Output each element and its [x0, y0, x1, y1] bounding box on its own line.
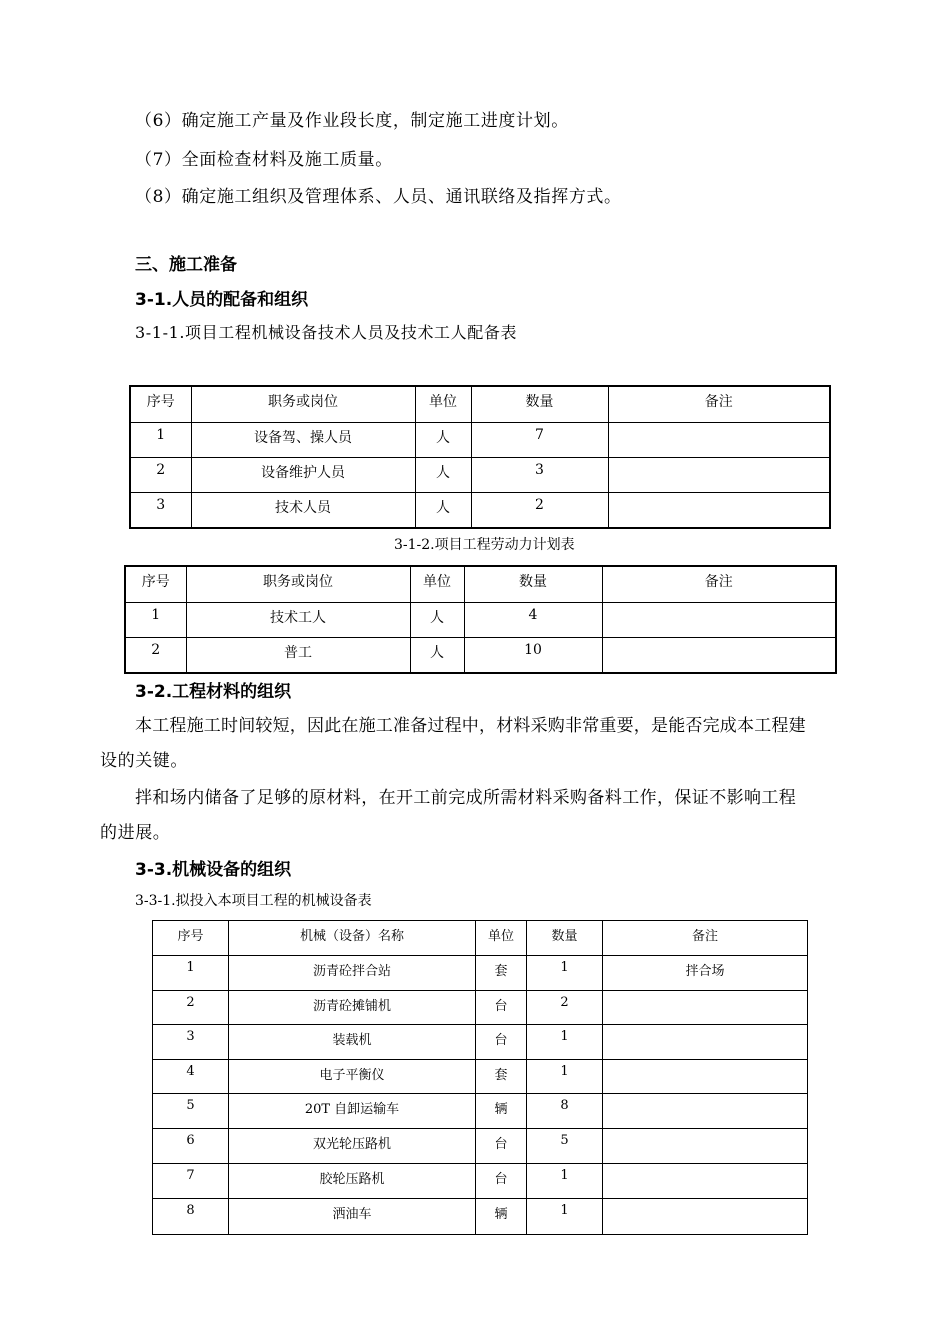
table-header-row: [125, 566, 836, 602]
section-heading-3: 三、施工准备: [135, 255, 237, 275]
table-cell: 沥青砼拌合站: [229, 956, 476, 991]
table-cell: 洒油车: [229, 1199, 476, 1235]
table-cell: 套: [476, 956, 527, 991]
list-item-7: （7）全面检查材料及施工质量。: [135, 150, 393, 170]
header-cell: 数量: [464, 566, 602, 602]
table-cell: 技术人员: [191, 492, 415, 528]
table-cell: 套: [476, 1060, 527, 1094]
list-item-8: （8）确定施工组织及管理体系、人员、通讯联络及指挥方式。: [135, 187, 622, 207]
table-cell: 台: [476, 1025, 527, 1060]
table-cell: 1: [527, 1025, 603, 1060]
table-cell: 3: [471, 457, 608, 492]
header-cell: 单位: [415, 386, 471, 422]
subsection-heading-3-2: 3-2.工程材料的组织: [135, 682, 292, 702]
header-cell: 单位: [410, 566, 464, 602]
table-cell: 人: [415, 422, 471, 457]
table-cell: 拌合场: [603, 956, 808, 991]
paragraph-materials-1a: 本工程施工时间较短，因此在施工准备过程中，材料采购非常重要，是能否完成本工程建: [135, 716, 806, 736]
table-cell: 8: [153, 1199, 229, 1235]
paragraph-materials-2a: 拌和场内储备了足够的原材料，在开工前完成所需材料采购备料工作，保证不影响工程: [135, 788, 797, 808]
table-row: [153, 956, 808, 991]
subsection-heading-3-3: 3-3.机械设备的组织: [135, 860, 292, 880]
header-cell: 职务或岗位: [191, 386, 415, 422]
table-cell: 2: [527, 991, 603, 1025]
paragraph-materials-2b: 的进展。: [100, 823, 171, 843]
table-cell: [603, 1129, 808, 1164]
personnel-table: [129, 385, 831, 529]
table-cell: 6: [153, 1129, 229, 1164]
table-row: [153, 1094, 808, 1129]
table-cell: [603, 1164, 808, 1199]
equipment-table: [152, 920, 808, 1235]
table-cell: 5: [153, 1094, 229, 1129]
table-cell: [602, 637, 836, 673]
table-cell: 人: [410, 602, 464, 637]
table-cell: 2: [153, 991, 229, 1025]
table-cell: [603, 1094, 808, 1129]
table-cell: 1: [125, 602, 186, 637]
header-cell: 备注: [608, 386, 830, 422]
table-cell: 电子平衡仪: [229, 1060, 476, 1094]
table-caption-3-3-1: 3-3-1.拟投入本项目工程的机械设备表: [135, 893, 372, 909]
table-cell: 5: [527, 1129, 603, 1164]
table-cell: 人: [410, 637, 464, 673]
table-cell: 1: [527, 1164, 603, 1199]
table-cell: 8: [527, 1094, 603, 1129]
header-cell: 单位: [476, 921, 527, 956]
list-item-6: （6）确定施工产量及作业段长度，制定施工进度计划。: [135, 111, 569, 131]
labor-plan-table: [124, 565, 837, 674]
table-row: [130, 492, 830, 528]
table-row: [125, 602, 836, 637]
header-cell: 数量: [471, 386, 608, 422]
table-cell: 人: [415, 457, 471, 492]
table-cell: [608, 457, 830, 492]
table-cell: [603, 991, 808, 1025]
table-cell: [608, 422, 830, 457]
table-cell: 双光轮压路机: [229, 1129, 476, 1164]
table-cell: [603, 1025, 808, 1060]
header-cell: 备注: [602, 566, 836, 602]
header-cell: 职务或岗位: [186, 566, 410, 602]
table-cell: 设备维护人员: [191, 457, 415, 492]
table-cell: 4: [464, 602, 602, 637]
table-cell: 设备驾、操人员: [191, 422, 415, 457]
table-row: [153, 1025, 808, 1060]
table-cell: 2: [130, 457, 191, 492]
table-cell: 7: [471, 422, 608, 457]
table-cell: 4: [153, 1060, 229, 1094]
table-cell: [603, 1199, 808, 1235]
subsection-heading-3-1: 3-1.人员的配备和组织: [135, 290, 309, 310]
table-cell: 3: [153, 1025, 229, 1060]
table-row: [153, 1129, 808, 1164]
table-cell: 1: [527, 1060, 603, 1094]
header-cell: 序号: [125, 566, 186, 602]
table-cell: 台: [476, 991, 527, 1025]
table-row: [130, 422, 830, 457]
table-cell: 7: [153, 1164, 229, 1199]
table-row: [153, 1164, 808, 1199]
header-cell: 序号: [153, 921, 229, 956]
paragraph-materials-1b: 设的关键。: [100, 751, 188, 771]
table-cell: 辆: [476, 1094, 527, 1129]
table-cell: [608, 492, 830, 528]
table-cell: 10: [464, 637, 602, 673]
table-cell: 1: [130, 422, 191, 457]
table-cell: 台: [476, 1164, 527, 1199]
table-cell: 辆: [476, 1199, 527, 1235]
table-cell: 2: [125, 637, 186, 673]
header-cell: 序号: [130, 386, 191, 422]
table-cell: 技术工人: [186, 602, 410, 637]
table-caption-3-1-2: 3-1-2.项目工程劳动力计划表: [394, 537, 575, 553]
table-cell: 1: [153, 956, 229, 991]
table-cell: 2: [471, 492, 608, 528]
table-cell: 普工: [186, 637, 410, 673]
table-row: [153, 1060, 808, 1094]
table-cell: [603, 1060, 808, 1094]
table-row: [125, 637, 836, 673]
table-cell: 1: [527, 956, 603, 991]
table-row: [130, 457, 830, 492]
table-cell: 台: [476, 1129, 527, 1164]
table-header-row: [153, 921, 808, 956]
table-cell: 胶轮压路机: [229, 1164, 476, 1199]
table-cell: 沥青砼摊铺机: [229, 991, 476, 1025]
table-caption-3-1-1: 3-1-1.项目工程机械设备技术人员及技术工人配备表: [135, 323, 518, 342]
header-cell: 数量: [527, 921, 603, 956]
table-cell: [602, 602, 836, 637]
table-cell: 人: [415, 492, 471, 528]
table-row: [153, 991, 808, 1025]
table-header-row: [130, 386, 830, 422]
header-cell: 备注: [603, 921, 808, 956]
table-cell: 1: [527, 1199, 603, 1235]
table-cell: 3: [130, 492, 191, 528]
table-row: [153, 1199, 808, 1235]
table-cell: 装载机: [229, 1025, 476, 1060]
header-cell: 机械（设备）名称: [229, 921, 476, 956]
table-cell: 20T 自卸运输车: [229, 1094, 476, 1129]
